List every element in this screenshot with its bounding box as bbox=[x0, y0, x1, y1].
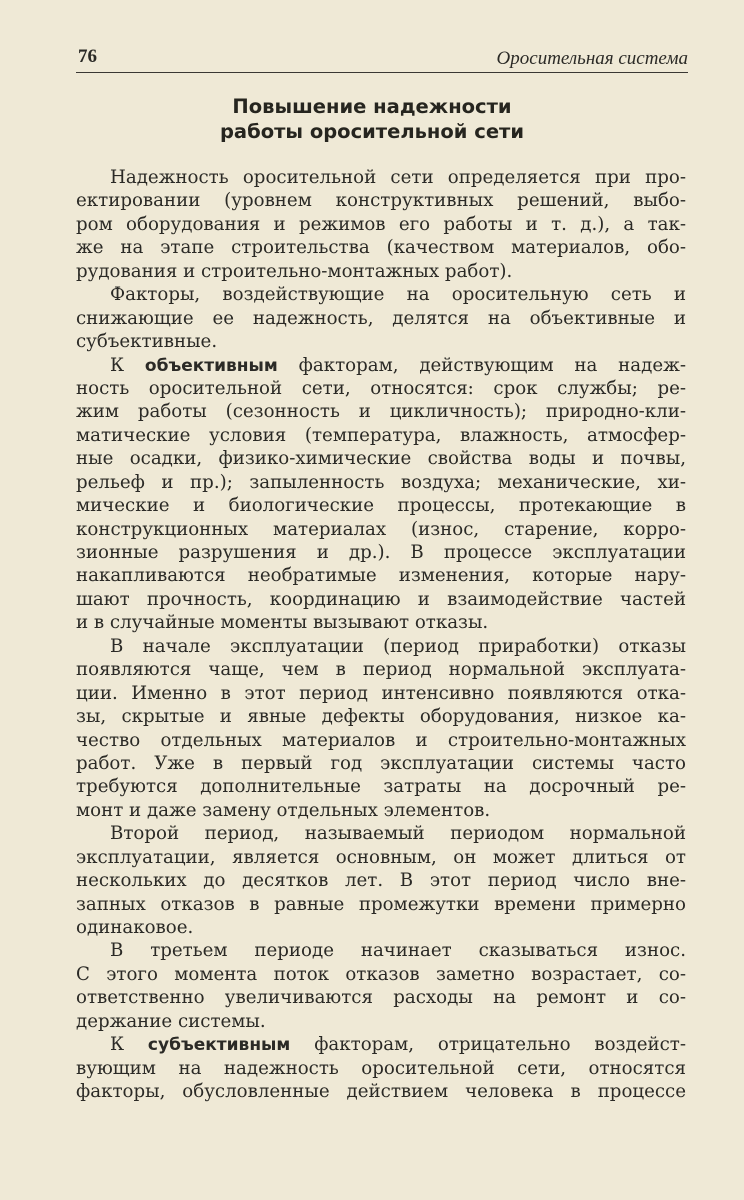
text-line: чество отдельных материалов и строительно-монтажных bbox=[76, 729, 686, 751]
text-line: работ. Уже в первый год эксплуатации системы часто bbox=[76, 752, 686, 774]
section-title-line-2: работы оросительной сети bbox=[219, 120, 525, 143]
text-line: зы, скрытые и явные дефекты оборудования, низкое ка- bbox=[76, 706, 686, 728]
text-line: запных отказов в равные промежутки времени примерно bbox=[76, 893, 686, 915]
text-line: ные осадки, физико-химические свойства воды и почвы, bbox=[76, 448, 686, 470]
text-line: конструкционных материалах (износ, старение, корро- bbox=[76, 518, 686, 540]
text-line: рудования и строительно-монтажных работ). bbox=[76, 260, 513, 282]
text-line: ность оросительной сети, относятся: срок службы; ре- bbox=[76, 377, 686, 399]
text-line: держание системы. bbox=[76, 1010, 266, 1032]
text-line: субъективные. bbox=[76, 331, 218, 353]
text-line: В третьем периоде начинает сказываться износ. bbox=[110, 940, 686, 962]
text-line: В начале эксплуатации (период приработки) отказы bbox=[110, 635, 686, 657]
running-head: Оросительная система bbox=[496, 48, 688, 69]
text-line: ром оборудования и режимов его работы и т. д.), а так- bbox=[76, 213, 686, 235]
text-line: факторы, обусловленные действием человека в процессе bbox=[76, 1081, 686, 1103]
page-number: 76 bbox=[78, 46, 97, 67]
text-fragment: К bbox=[110, 354, 145, 376]
text-line: Надежность оросительной сети определяется при про- bbox=[110, 167, 686, 188]
header-rule bbox=[76, 72, 688, 73]
text-fragment: К bbox=[110, 1034, 148, 1056]
text-fragment: факторам, отрицательно воздейст- bbox=[290, 1034, 686, 1056]
text-line: же на этапе строительства (качеством материалов, обо- bbox=[76, 237, 686, 259]
text-line: Факторы, воздействующие на оросительную сеть и bbox=[110, 284, 686, 306]
text-fragment: факторам, действующим на надеж- bbox=[277, 354, 686, 376]
text-line: снижающие ее надежность, делятся на объективные и bbox=[76, 307, 686, 329]
text-line: нескольких до десятков лет. В этот период число вне- bbox=[76, 870, 686, 892]
text-line: одинаковое. bbox=[76, 917, 194, 938]
emphasized-term: субъективным bbox=[147, 1035, 291, 1056]
text-line: накапливаются необратимые изменения, которые нару- bbox=[76, 565, 686, 587]
text-line: зионные разрушения и др.). В процессе эксплуатации bbox=[76, 542, 686, 563]
text-line: ответственно увеличиваются расходы на ремонт и со- bbox=[76, 987, 686, 1009]
text-line: ции. Именно в этот период интенсивно появляются отка- bbox=[76, 682, 686, 704]
body-text bbox=[76, 166, 686, 1104]
text-line: рельеф и пр.); запыленность воздуха; механические, хи- bbox=[76, 471, 686, 493]
text-line: ектировании (уровнем конструктивных решений, выбо- bbox=[76, 190, 686, 212]
text-line: матические условия (температура, влажность, атмосфер- bbox=[76, 424, 686, 446]
text-line: монт и даже замену отдельных элементов. bbox=[76, 799, 491, 821]
text-line: С этого момента поток отказов заметно возрастает, со- bbox=[76, 963, 686, 985]
text-line: шают прочность, координацию и взаимодействие частей bbox=[76, 588, 686, 610]
text-line: эксплуатации, является основным, он может длиться от bbox=[76, 846, 686, 868]
text-line: мические и биологические процессы, протекающие в bbox=[76, 495, 686, 517]
text-line bbox=[76, 354, 686, 377]
emphasized-term: объективным bbox=[144, 355, 278, 376]
text-line: и в случайные моменты вызывают отказы. bbox=[76, 612, 489, 634]
text-line: жим работы (сезонность и цикличность); природно-кли- bbox=[76, 401, 686, 423]
text-line: вующим на надежность оросительной сети, относятся bbox=[76, 1057, 686, 1079]
section-title-line-1: Повышение надежности bbox=[232, 95, 512, 118]
section-title bbox=[0, 94, 744, 144]
text-line: Второй период, называемый периодом нормальной bbox=[110, 823, 686, 845]
text-line: требуются дополнительные затраты на досрочный ре- bbox=[76, 776, 686, 798]
text-line bbox=[76, 1033, 686, 1056]
text-line: появляются чаще, чем в период нормальной эксплуата- bbox=[76, 659, 686, 681]
